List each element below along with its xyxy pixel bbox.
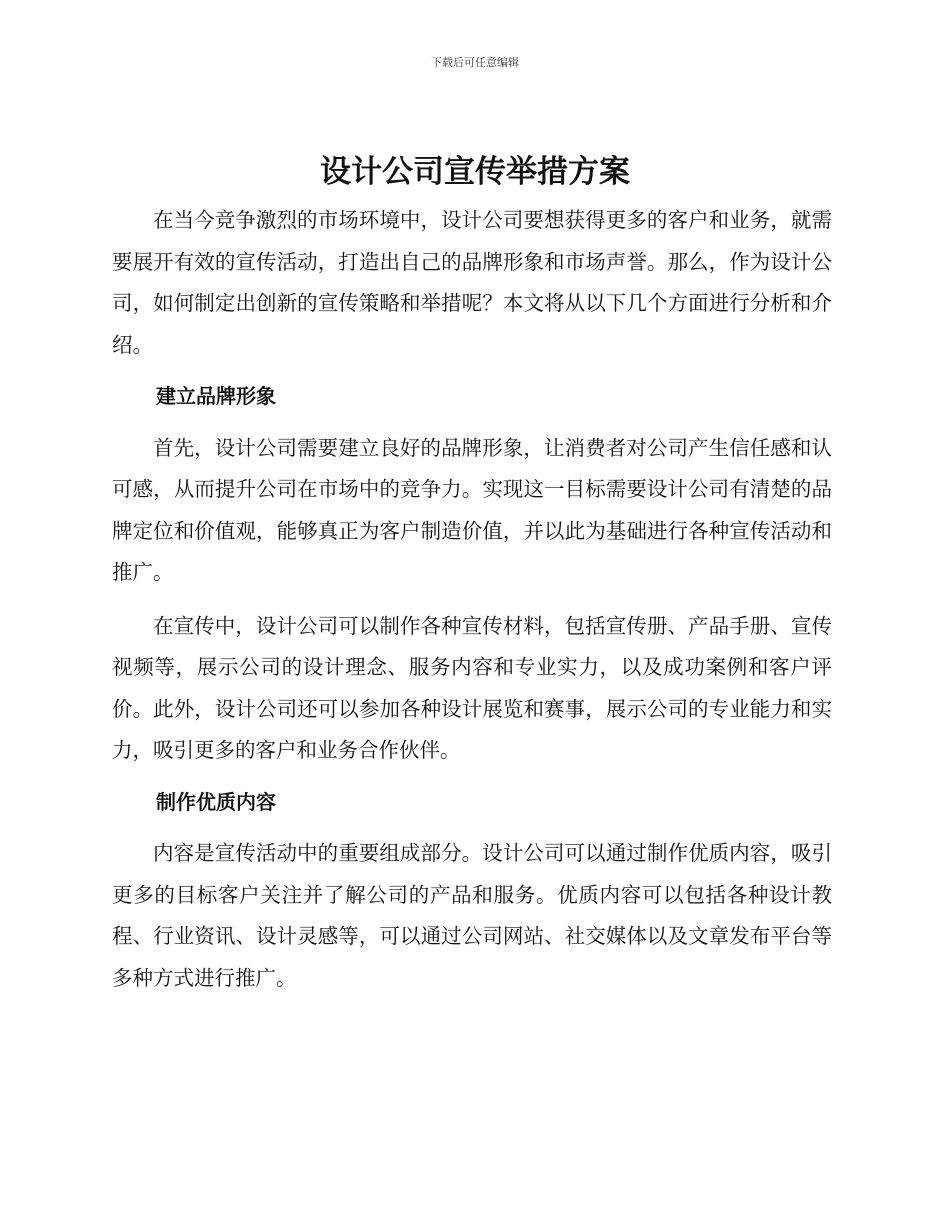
section-heading-brand: 建立品牌形象	[156, 384, 276, 408]
brand-paragraph-1: 首先，设计公司需要建立良好的品牌形象，让消费者对公司产生信任感和认可感，从而提升公司在市场中的竞争力。实现这一目标需要设计公司有清楚的品牌定位和价值观，能够真正为客户制造价值，并以此为基础进行各种宣传活动和推广。	[112, 435, 832, 584]
content-paragraph-1: 内容是宣传活动中的重要组成部分。设计公司可以通过制作优质内容，吸引更多的目标客户关注并了解公司的产品和服务。优质内容可以包括各种设计教程、行业资讯、设计灵感等，可以通过公司网站、社交媒体以及文章发布平台等多种方式进行推广。	[112, 841, 832, 990]
document-body	[112, 200, 832, 999]
brand-paragraph-2: 在宣传中，设计公司可以制作各种宣传材料，包括宣传册、产品手册、宣传视频等，展示公司的设计理念、服务内容和专业实力，以及成功案例和客户评价。此外，设计公司还可以参加各种设计展览和赛事，展示公司的专业能力和实力，吸引更多的客户和业务合作伙伴。	[112, 613, 832, 762]
header-note: 下载后可任意编辑	[431, 56, 519, 69]
document-title: 设计公司宣传举措方案	[320, 154, 630, 190]
intro-paragraph: 在当今竞争激烈的市场环境中，设计公司要想获得更多的客户和业务，就需要展开有效的宣传活动，打造出自己的品牌形象和市场声誉。那么，作为设计公司，如何制定出创新的宣传策略和举措呢？本文将从以下几个方面进行分析和介绍。	[112, 208, 832, 357]
section-heading-content: 制作优质内容	[156, 789, 276, 814]
